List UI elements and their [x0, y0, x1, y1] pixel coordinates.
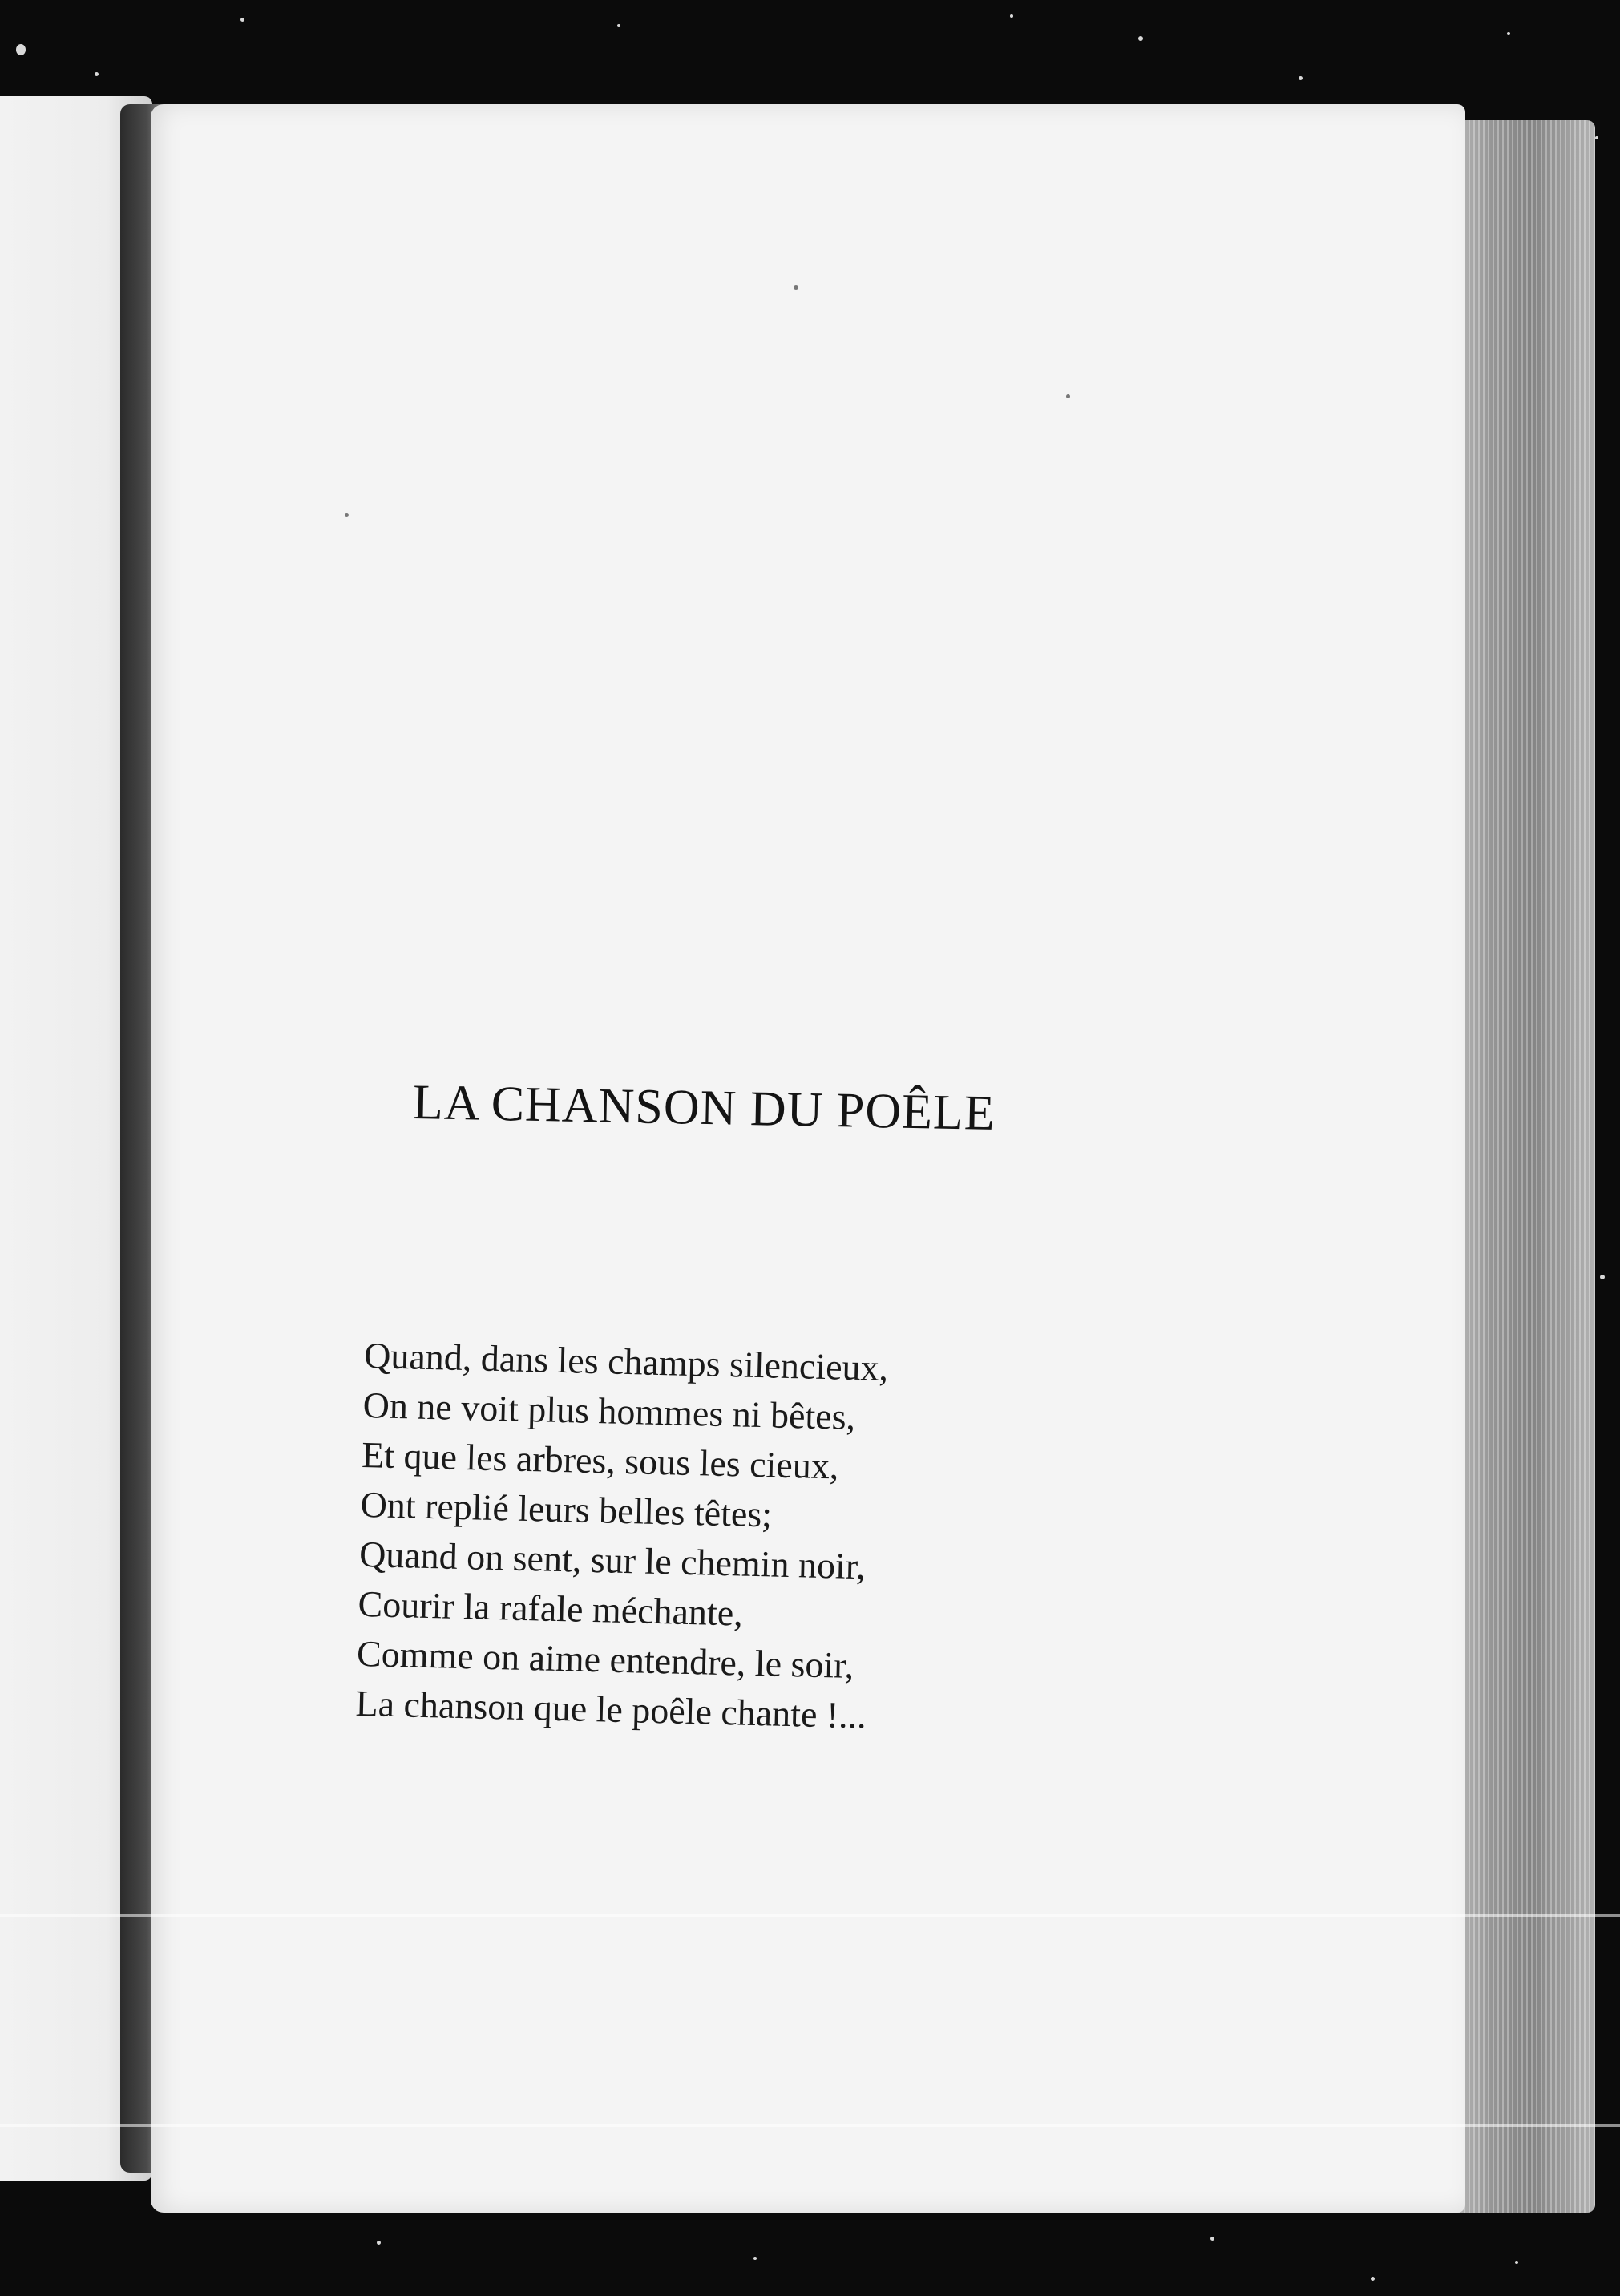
- poem-line: Et que les arbres, sous les cieux,: [361, 1433, 839, 1487]
- scan-artifact-line: [0, 1914, 1620, 1917]
- poem-line: On ne voit plus hommes ni bêtes,: [362, 1384, 856, 1437]
- poem-line: Ont replié leurs belles têtes;: [360, 1483, 773, 1535]
- dust-speck: [617, 24, 620, 27]
- dust-speck: [240, 18, 244, 22]
- poem-stanza: [355, 1331, 889, 1741]
- dust-speck: [753, 2257, 757, 2260]
- poem-title: LA CHANSON DU POÊLE: [412, 1075, 996, 1141]
- dust-speck: [1371, 2277, 1375, 2281]
- dust-speck: [1515, 2261, 1518, 2264]
- dust-speck: [1299, 76, 1303, 80]
- poem-line: Quand, dans les champs silencieux,: [363, 1334, 889, 1389]
- dust-speck: [1595, 136, 1598, 139]
- page-speck: [345, 513, 349, 517]
- dust-speck: [1210, 2237, 1214, 2241]
- dust-speck: [1507, 32, 1510, 35]
- dust-speck: [1138, 36, 1143, 41]
- page-speck: [794, 285, 798, 290]
- poem-line: Quand on sent, sur le chemin noir,: [358, 1533, 867, 1587]
- poem-line: Courir la rafale méchante,: [358, 1583, 744, 1634]
- scan-artifact-line: [0, 2124, 1620, 2127]
- book-page: [151, 104, 1465, 2213]
- poem-line: Comme on aime entendre, le soir,: [356, 1632, 854, 1687]
- page-speck: [1066, 394, 1070, 398]
- dust-speck: [95, 72, 99, 76]
- dust-speck: [16, 44, 26, 55]
- dust-speck: [1600, 1275, 1605, 1279]
- dust-speck: [377, 2241, 381, 2245]
- poem-line: La chanson que le poêle chante !...: [355, 1682, 867, 1736]
- dust-speck: [1010, 14, 1013, 18]
